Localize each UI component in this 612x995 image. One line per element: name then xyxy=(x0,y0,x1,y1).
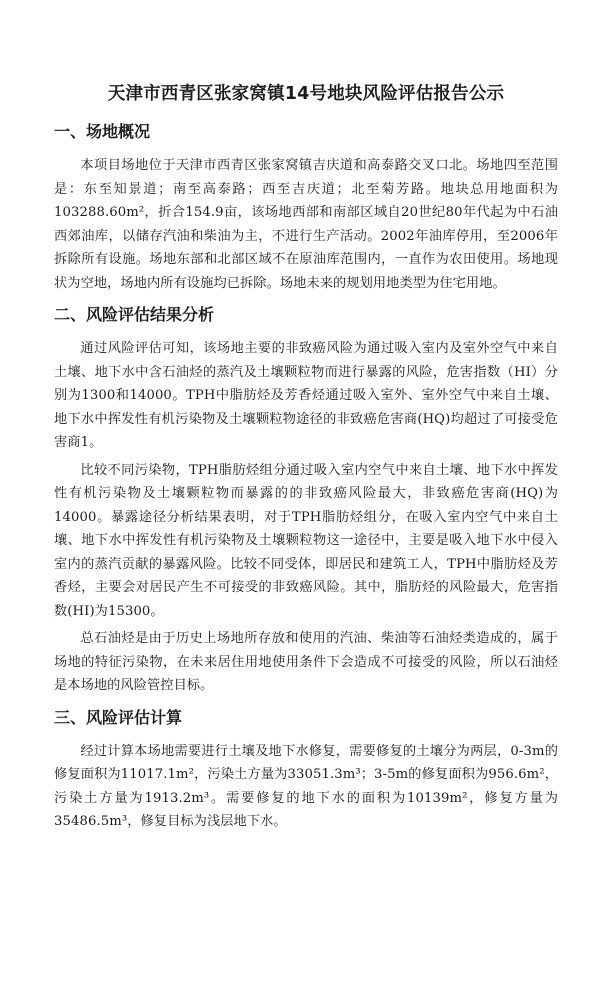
paragraph-risk-analysis-3: 总石油烃是由于历史上场地所存放和使用的汽油、柴油等石油烃类造成的，属于场地的特征污染物，在未来居住用地使用条件下会造成不可接受的风险，所以石油烃是本场地的风险管控目标。 xyxy=(54,631,558,693)
section-heading-risk-analysis: 二、风险评估结果分析 xyxy=(54,305,215,324)
document-title: 天津市西青区张家窝镇14号地块风险评估报告公示 xyxy=(107,84,505,104)
section-heading-site-overview: 一、场地概况 xyxy=(54,122,151,141)
paragraph-risk-analysis-1: 通过风险评估可知，该场地主要的非致癌风险为通过吸入室内及室外空气中来自土壤、地下水中含石油烃的蒸汽及土壤颗粒物而进行暴露的风险，危害指数（HI）分别为1300和14000。TPH中脂肪烃及芳香烃通过吸入室外、室外空气中来自土壤、地下水中挥发性有机污染物及土壤颗粒物途径的非致癌危害商(HQ)均超过了可接受危害商1。 xyxy=(54,341,558,450)
paragraph-site-overview: 本项目场地位于天津市西青区张家窝镇吉庆道和高泰路交叉口北。场地四至范围是：东至知景道；南至高泰路；西至吉庆道；北至菊芳路。地块总用地面积为103288.60m²，折合154.9亩，该场地西部和南部区域自20世纪80年代起为中石油西郊油库，以储存汽油和柴油为主，不进行生产活动。2002年油库停用，至2006年拆除所有设施。场地东部和北部区域不在原油库范围内，一直作为农田使用。场地现状为空地，场地内所有设施均已拆除。场地未来的规划用地类型为住宅用地。 xyxy=(54,158,558,291)
paragraph-risk-analysis-2: 比较不同污染物，TPH脂肪烃组分通过吸入室内空气中来自土壤、地下水中挥发性有机污染物及土壤颗粒物而暴露的的非致癌风险最大，非致癌危害商(HQ)为14000。暴露途径分析结果表明，对于TPH脂肪烃组分，在吸入室内空气中来自土壤、地下水中挥发性有机污染物及土壤颗粒物这一途径中，主要是吸入地下水中侵入室内的蒸汽贡献的暴露风险。比较不同受体，即居民和建筑工人，TPH中脂肪烃及芳香烃，主要会对居民产生不可接受的非致癌风险。其中，脂肪烃的风险最大，危害指数(HI)为15300。 xyxy=(54,462,558,619)
section-heading-risk-calculation: 三、风险评估计算 xyxy=(54,707,183,727)
paragraph-risk-calculation: 经过计算本场地需要进行土壤及地下水修复，需要修复的土壤分为两层，0-3m的修复面积为11017.1m²，污染土方量为33051.3m³；3-5m的修复面积为956.6m²，污染土方量为1913.2m³。需要修复的地下水的面积为10139m²，修复方量为35486.5m³，修复目标为浅层地下水。 xyxy=(54,743,558,829)
